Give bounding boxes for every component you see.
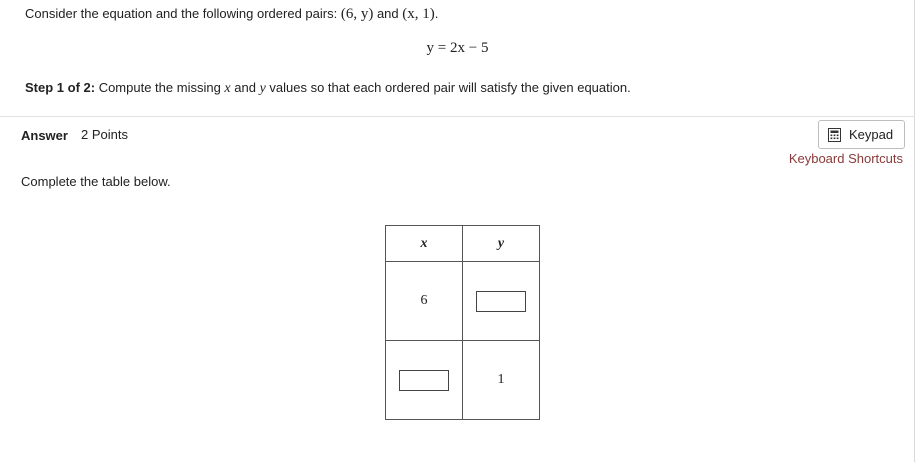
question-text xyxy=(25,6,438,22)
question-end: . xyxy=(434,6,439,21)
cell-y-value: 1 xyxy=(463,341,540,420)
table-header-row xyxy=(386,226,540,262)
x-answer-input[interactable] xyxy=(399,370,449,391)
question-and: and xyxy=(373,6,403,21)
ordered-pair-1: (6, y) xyxy=(340,6,374,22)
keypad-button[interactable] xyxy=(818,120,905,149)
table-row xyxy=(386,262,540,341)
step-text-after: values so that each ordered pair will satisfy the given equation. xyxy=(265,80,631,95)
points-label: 2 Points xyxy=(81,127,128,142)
step-label: Step 1 of 2: xyxy=(25,80,96,95)
calculator-icon xyxy=(828,128,841,142)
keypad-label: Keypad xyxy=(849,127,894,142)
step-text-middle: and xyxy=(230,80,260,95)
ordered-pair-2: (x, 1) xyxy=(402,6,435,22)
step-text-before: Compute the missing xyxy=(95,80,225,95)
step-instructions xyxy=(25,80,631,97)
keyboard-shortcuts-link[interactable]: Keyboard Shortcuts xyxy=(788,151,903,166)
question-intro: Consider the equation and the following ordered pairs: xyxy=(25,6,341,21)
y-answer-input[interactable] xyxy=(476,291,526,312)
equation: y = 2x − 5 xyxy=(426,40,489,56)
cell-y-input-cell xyxy=(463,262,540,341)
header-y: y xyxy=(463,226,540,262)
table-row xyxy=(386,341,540,420)
cell-x-value: 6 xyxy=(386,262,463,341)
step-var-y: y xyxy=(259,81,266,96)
header-x: x xyxy=(386,226,463,262)
answer-table xyxy=(385,225,540,420)
cell-x-input-cell xyxy=(386,341,463,420)
instruction-text: Complete the table below. xyxy=(21,174,171,189)
step-var-x: x xyxy=(224,81,231,96)
answer-label: Answer xyxy=(21,128,68,143)
section-divider xyxy=(0,116,915,117)
